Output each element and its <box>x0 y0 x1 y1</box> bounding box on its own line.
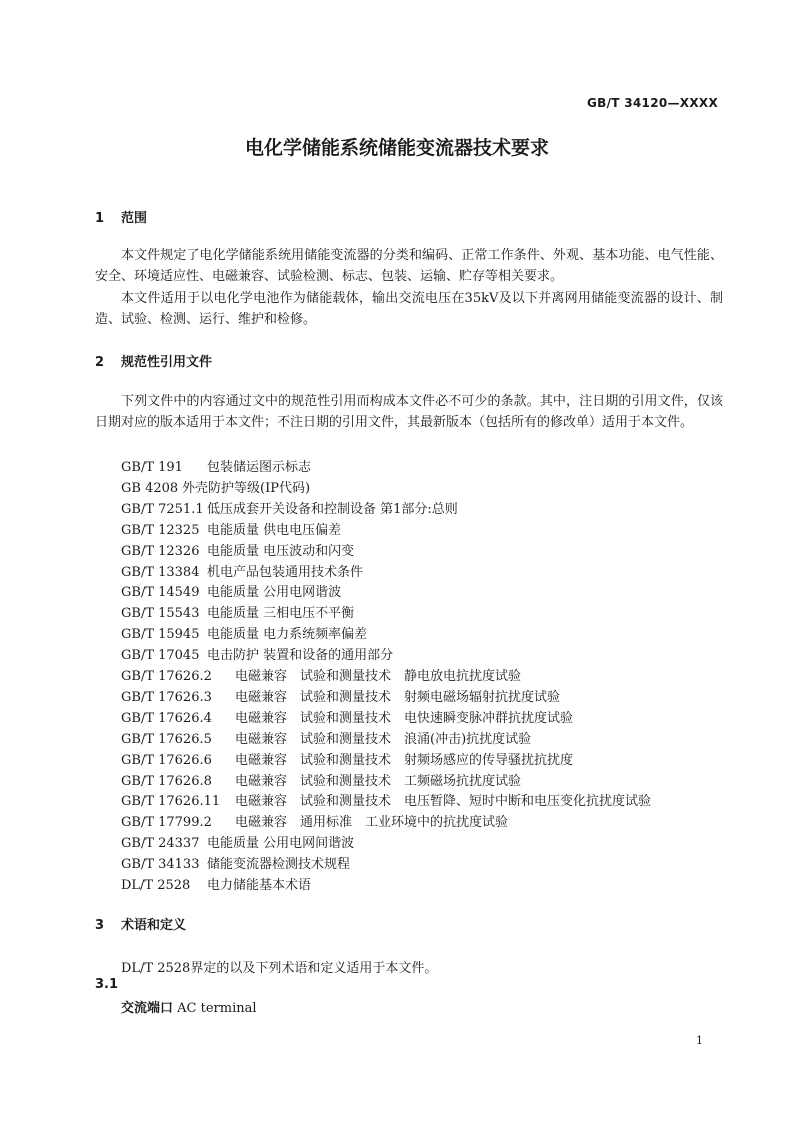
reference-title: 低压成套开关设备和控制设备 第1部分:总则 <box>207 501 458 517</box>
reference-item <box>121 644 393 663</box>
reference-title: 电磁兼容 通用标准 工业环境中的抗扰度试验 <box>235 815 509 831</box>
reference-item <box>121 540 354 559</box>
reference-title: 电磁兼容 试验和测量技术 电压暂降、短时中断和电压变化抗扰度试验 <box>235 794 652 810</box>
reference-title: 包装储运图示标志 <box>207 460 312 475</box>
reference-code: GB/T 12326 <box>121 543 200 559</box>
reference-item <box>121 498 458 517</box>
reference-code: GB 4208 <box>121 480 179 496</box>
reference-title: 电力储能基本术语 <box>207 878 312 893</box>
reference-item <box>121 456 311 475</box>
term-name-zh: 交流端口 <box>121 1001 174 1016</box>
scope-paragraph-2: 本文件适用于以电化学电池作为储能载体，输出交流电压在35kV及以下并离网用储能变流器的设计、制造、试验、检测、运行、维护和检修。 <box>95 291 723 327</box>
scope-paragraph-1: 本文件规定了电化学储能系统用储能变流器的分类和编码、正常工作条件、外观、基本功能、电气性能、安全、环境适应性、电磁兼容、试验检测、标志、包装、运输、贮存等相关要求。 <box>95 248 723 284</box>
reference-code: DL/T 2528 <box>121 878 191 893</box>
reference-code: GB/T 12325 <box>121 522 200 538</box>
reference-code: GB/T 17626.8 <box>121 773 212 789</box>
terms-intro: DL/T 2528界定的以及下列术语和定义适用于本文件。 <box>121 961 438 976</box>
reference-item <box>121 749 573 768</box>
reference-code: GB/T 17045 <box>121 648 200 664</box>
reference-item <box>121 728 531 747</box>
reference-item <box>121 686 560 705</box>
reference-title: 电磁兼容 试验和测量技术 工频磁场抗扰度试验 <box>235 773 522 789</box>
reference-title: 电能质量 公用电网谐波 <box>207 585 342 601</box>
document-title: 电化学储能系统储能变流器技术要求 <box>244 137 549 159</box>
section-title: 术语和定义 <box>121 918 187 933</box>
section-number: 3 <box>95 918 105 933</box>
section-title: 规范性引用文件 <box>121 355 213 370</box>
reference-code: GB/T 17626.11 <box>121 794 221 810</box>
reference-item <box>121 477 310 496</box>
reference-item <box>121 832 354 851</box>
term-entry <box>121 997 257 1016</box>
section-number: 1 <box>95 211 105 226</box>
reference-item <box>121 790 651 809</box>
reference-title: 电能质量 公用电网间谐波 <box>207 836 355 852</box>
reference-title: 机电产品包装通用技术条件 <box>207 564 364 580</box>
reference-title: 电能质量 电力系统频率偏差 <box>207 627 368 643</box>
reference-code: GB/T 15543 <box>121 606 200 622</box>
reference-item <box>121 811 508 830</box>
reference-item <box>121 707 573 726</box>
reference-title: 电磁兼容 试验和测量技术 静电放电抗扰度试验 <box>235 669 522 684</box>
section-heading-scope <box>95 207 147 226</box>
document-code: GB/T 34120—XXXX <box>587 96 718 110</box>
reference-item <box>121 853 350 872</box>
section-number: 2 <box>95 355 105 370</box>
reference-code: GB/T 17626.2 <box>121 669 212 684</box>
reference-item <box>121 874 311 893</box>
reference-item <box>121 519 341 538</box>
reference-code: GB/T 17626.6 <box>121 752 212 768</box>
reference-code: GB/T 191 <box>121 460 183 475</box>
reference-title: 外壳防护等级(IP代码) <box>182 480 311 496</box>
section-heading-terms <box>95 914 186 933</box>
reference-code: GB/T 15945 <box>121 627 200 643</box>
reference-title: 电能质量 三相电压不平衡 <box>207 606 355 622</box>
reference-title: 电磁兼容 试验和测量技术 射频场感应的传导骚扰抗扰度 <box>235 752 574 768</box>
reference-code: GB/T 17626.4 <box>121 710 212 726</box>
reference-code: GB/T 17799.2 <box>121 815 212 831</box>
reference-title: 储能变流器检测技术规程 <box>207 857 351 873</box>
reference-code: GB/T 13384 <box>121 564 200 580</box>
reference-title: 电能质量 电压波动和闪变 <box>207 543 355 559</box>
term-name-en: AC terminal <box>177 1001 257 1016</box>
reference-title: 电能质量 供电电压偏差 <box>207 522 342 538</box>
reference-item <box>121 665 521 684</box>
reference-item <box>121 561 363 580</box>
reference-title: 电磁兼容 试验和测量技术 射频电磁场辐射抗扰度试验 <box>235 689 561 705</box>
normative-intro: 下列文件中的内容通过文中的规范性引用而构成本文件必不可少的条款。其中，注日期的引用文件，仅该日期对应的版本适用于本文件；不注日期的引用文件，其最新版本（包括所有的修改单）适用于本文件。 <box>95 394 723 430</box>
reference-title: 电磁兼容 试验和测量技术 电快速瞬变脉冲群抗扰度试验 <box>235 710 574 726</box>
section-title: 范围 <box>121 211 148 226</box>
reference-code: GB/T 17626.5 <box>121 731 212 747</box>
reference-item <box>121 623 367 642</box>
term-number: 3.1 <box>95 977 119 992</box>
reference-item <box>121 602 354 621</box>
reference-item <box>121 770 521 789</box>
reference-title: 电击防护 装置和设备的通用部分 <box>207 648 394 664</box>
reference-code: GB/T 14549 <box>121 585 200 601</box>
section-heading-normative <box>95 351 212 370</box>
reference-item <box>121 581 341 600</box>
reference-code: GB/T 7251.1 <box>121 501 204 517</box>
reference-code: GB/T 17626.3 <box>121 689 212 705</box>
reference-title: 电磁兼容 试验和测量技术 浪涌(冲击)抗扰度试验 <box>235 731 532 747</box>
reference-code: GB/T 34133 <box>121 857 200 873</box>
reference-code: GB/T 24337 <box>121 836 200 852</box>
page-number: 1 <box>696 1034 703 1047</box>
